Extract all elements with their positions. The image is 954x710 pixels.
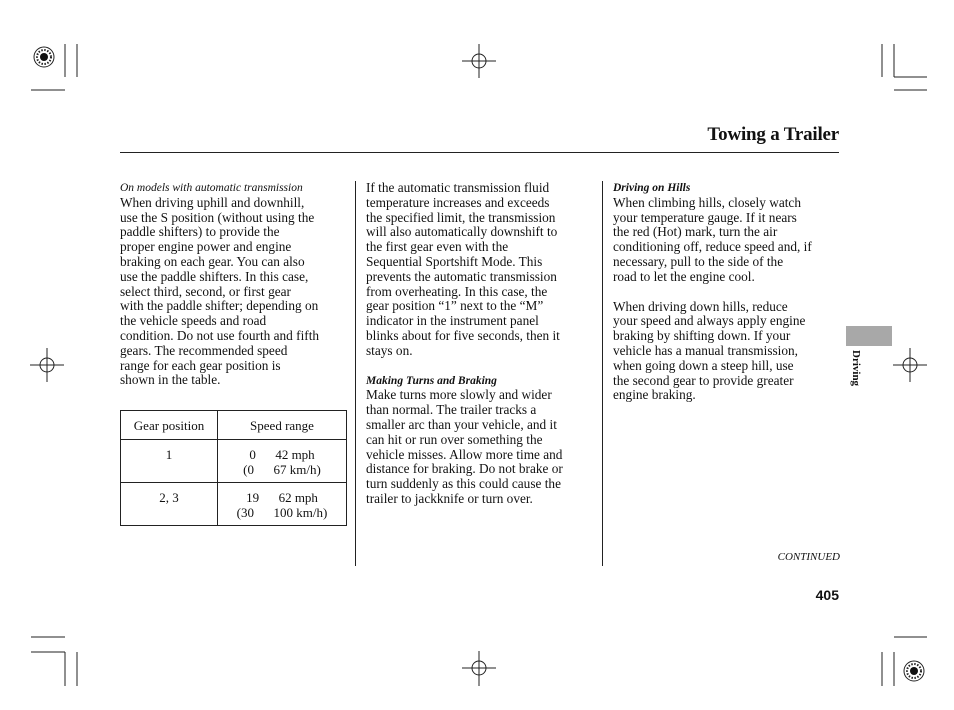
col3-line: conditioning off, reduce speed and, if bbox=[613, 239, 812, 255]
col3-line: braking by shifting down. If your bbox=[613, 328, 791, 344]
col3-line: When climbing hills, closely watch bbox=[613, 194, 801, 210]
subhead-driving-hills: Driving on Hills bbox=[613, 182, 691, 194]
section-label: Driving bbox=[850, 350, 862, 387]
col3-line: road to let the engine cool. bbox=[613, 268, 755, 284]
col1-line: shown in the table. bbox=[120, 372, 221, 388]
col3-line: engine braking. bbox=[613, 387, 696, 403]
col1-line: condition. Do not use fourth and fifth bbox=[120, 327, 320, 343]
col2-line: temperature increases and exceeds bbox=[366, 194, 550, 210]
col3-line: your speed and always apply engine bbox=[613, 313, 806, 329]
col2-line: Sequential Sportshift Mode. This bbox=[366, 253, 543, 269]
gear-speed-table bbox=[120, 410, 347, 526]
col2-line: distance for braking. Do not brake or bbox=[366, 461, 563, 477]
speed-mph: 0 42 mph bbox=[249, 447, 315, 462]
table-header-row bbox=[121, 411, 347, 440]
col1-line: use the paddle shifters. In this case, bbox=[120, 268, 309, 284]
col3-line: When driving down hills, reduce bbox=[613, 298, 788, 314]
gear-cell: 1 bbox=[121, 440, 218, 483]
col2-line: smaller arc than your vehicle, and it bbox=[366, 416, 557, 432]
col1-line: proper engine power and engine bbox=[120, 239, 292, 255]
col2-line: than normal. The trailer tracks a bbox=[366, 402, 537, 418]
col2-line: turn suddenly as this could cause the bbox=[366, 476, 561, 492]
spacer bbox=[613, 285, 845, 300]
col2-line: blinks about for five seconds, then it bbox=[366, 327, 560, 343]
page-number: 405 bbox=[815, 587, 839, 603]
header-gear-position: Gear position bbox=[121, 411, 218, 440]
col2-line: trailer to jackknife or turn over. bbox=[366, 490, 533, 506]
speed-cell bbox=[218, 440, 347, 483]
col1-line: select third, second, or first gear bbox=[120, 283, 291, 299]
section-tab bbox=[846, 326, 892, 346]
col2-line: prevents the automatic transmission bbox=[366, 268, 557, 284]
col2-line: from overheating. In this case, the bbox=[366, 283, 548, 299]
col1-line: paddle shifters) to provide the bbox=[120, 224, 280, 240]
col1-line: gears. The recommended speed bbox=[120, 342, 288, 358]
column-2 bbox=[366, 181, 598, 507]
registration-target-icon bbox=[34, 47, 54, 67]
col3-line: the red (Hot) mark, turn the air bbox=[613, 224, 778, 240]
col2-line: the specified limit, the transmission bbox=[366, 209, 556, 225]
col2-line: Make turns more slowly and wider bbox=[366, 387, 552, 403]
col1-line: the vehicle speeds and road bbox=[120, 313, 267, 329]
gear-cell: 2, 3 bbox=[121, 483, 218, 526]
speed-kmh: (30 100 km/h) bbox=[236, 505, 328, 520]
col3-line: the second gear to provide greater bbox=[613, 372, 794, 388]
col2-line: the first gear even with the bbox=[366, 239, 509, 255]
col3-line: vehicle has a manual transmission, bbox=[613, 342, 799, 358]
col2-line: indicator in the instrument panel bbox=[366, 313, 539, 329]
page-title: Towing a Trailer bbox=[707, 124, 839, 145]
col2-line: If the automatic transmission fluid bbox=[366, 180, 550, 195]
column-divider bbox=[355, 181, 356, 566]
col3-line: necessary, pull to the side of the bbox=[613, 253, 784, 269]
speed-cell bbox=[218, 483, 347, 526]
speed-mph: 19 62 mph bbox=[246, 490, 318, 505]
title-rule bbox=[120, 152, 839, 153]
continued-label: CONTINUED bbox=[777, 551, 840, 563]
column-divider bbox=[602, 181, 603, 566]
column-3 bbox=[613, 181, 845, 403]
col1-line: use the S position (without using the bbox=[120, 209, 315, 225]
col2-line: vehicle misses. Allow more time and bbox=[366, 446, 563, 462]
col2-line: can hit or run over something the bbox=[366, 431, 543, 447]
spacer bbox=[366, 359, 598, 374]
col3-line: your temperature gauge. If it nears bbox=[613, 209, 797, 225]
col1-line: braking on each gear. You can also bbox=[120, 253, 305, 269]
table-row bbox=[121, 440, 347, 483]
table-row bbox=[121, 483, 347, 526]
header-speed-range: Speed range bbox=[218, 411, 347, 440]
registration-target-icon bbox=[904, 661, 924, 681]
col2-line: will also automatically downshift to bbox=[366, 224, 558, 240]
col2-line: gear position “1” next to the “M” bbox=[366, 298, 544, 314]
speed-kmh: (0 67 km/h) bbox=[243, 462, 321, 477]
subhead-turns-braking: Making Turns and Braking bbox=[366, 374, 497, 387]
col1-line: When driving uphill and downhill, bbox=[120, 194, 305, 210]
col3-line: when going down a steep hill, use bbox=[613, 357, 794, 373]
col2-line: stays on. bbox=[366, 342, 413, 358]
col1-line: range for each gear position is bbox=[120, 357, 281, 373]
column-1 bbox=[120, 181, 352, 388]
col1-line: with the paddle shifter; depending on bbox=[120, 298, 319, 314]
model-note: On models with automatic transmission bbox=[120, 182, 303, 194]
